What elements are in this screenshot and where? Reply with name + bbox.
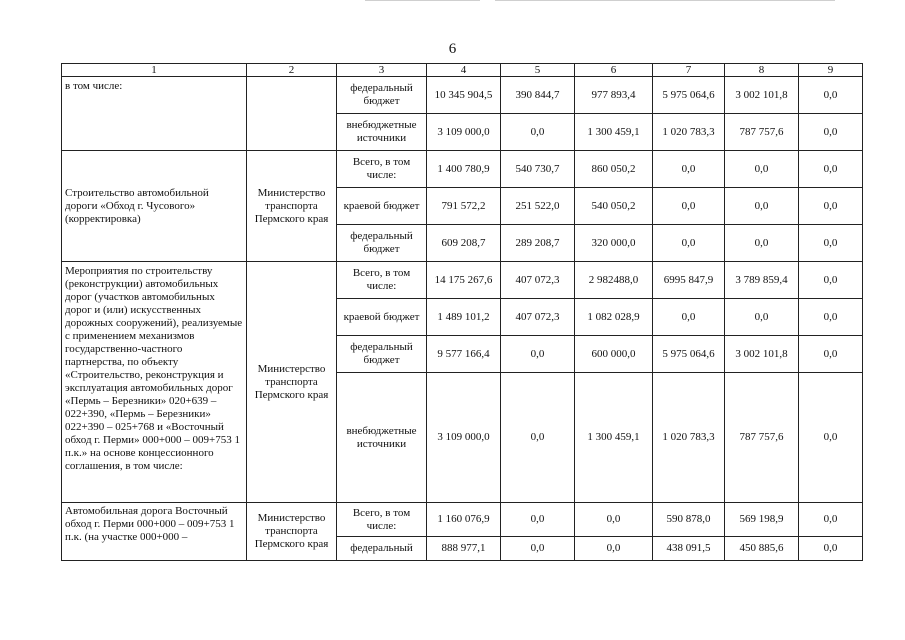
value-cell: 0,0 xyxy=(799,77,863,114)
responsible-cell: Министерство транспорта Пермского края xyxy=(247,503,337,561)
value-cell: 438 091,5 xyxy=(653,537,725,561)
responsible-cell: Министерство транспорта Пермского края xyxy=(247,151,337,262)
value-cell: 600 000,0 xyxy=(575,336,653,373)
column-number-row xyxy=(62,64,863,77)
object-name-cell: Автомобильная дорога Восточный обход г. Перми 000+000 – 009+753 1 п.к. (на участке 000+000 – xyxy=(62,503,247,561)
funding-source-cell: федеральный бюджет xyxy=(337,77,427,114)
value-cell: 289 208,7 xyxy=(501,225,575,262)
value-cell: 1 300 459,1 xyxy=(575,114,653,151)
value-cell: 0,0 xyxy=(725,188,799,225)
column-header: 5 xyxy=(501,64,575,77)
budget-table xyxy=(61,63,863,561)
funding-source-cell: краевой бюджет xyxy=(337,299,427,336)
value-cell: 0,0 xyxy=(501,373,575,503)
value-cell: 1 489 101,2 xyxy=(427,299,501,336)
funding-source-cell: Всего, в том числе: xyxy=(337,151,427,188)
value-cell: 569 198,9 xyxy=(725,503,799,537)
value-cell: 1 020 783,3 xyxy=(653,373,725,503)
value-cell: 390 844,7 xyxy=(501,77,575,114)
value-cell: 5 975 064,6 xyxy=(653,336,725,373)
table-row xyxy=(62,262,863,299)
value-cell: 0,0 xyxy=(653,151,725,188)
funding-source-cell: краевой бюджет xyxy=(337,188,427,225)
column-header: 7 xyxy=(653,64,725,77)
value-cell: 977 893,4 xyxy=(575,77,653,114)
value-cell: 0,0 xyxy=(799,151,863,188)
responsible-cell: Министерство транспорта Пермского края xyxy=(247,262,337,503)
value-cell: 251 522,0 xyxy=(501,188,575,225)
value-cell: 860 050,2 xyxy=(575,151,653,188)
object-name-cell: в том числе: xyxy=(62,77,247,151)
value-cell: 0,0 xyxy=(799,114,863,151)
value-cell: 787 757,6 xyxy=(725,373,799,503)
value-cell: 0,0 xyxy=(501,503,575,537)
table-row xyxy=(62,77,863,114)
value-cell: 1 020 783,3 xyxy=(653,114,725,151)
value-cell: 0,0 xyxy=(501,114,575,151)
value-cell: 0,0 xyxy=(501,336,575,373)
column-header: 1 xyxy=(62,64,247,77)
responsible-cell xyxy=(247,77,337,151)
value-cell: 3 109 000,0 xyxy=(427,114,501,151)
scan-edge-line xyxy=(495,0,835,1)
value-cell: 888 977,1 xyxy=(427,537,501,561)
value-cell: 3 789 859,4 xyxy=(725,262,799,299)
object-name-cell: Мероприятия по строительству (реконструкции) автомобильных дорог (участков автомобильных дорог и (или) искусственных дорожных сооружений), реализуемые с применением механизмов государственно-частного партнерства, по объекту «Строительство, реконструкция и эксплуатация автомобильных дорог «Пермь – Березники» 020+639 – 022+390, «Пермь – Березники» 022+390 – 025+768 и «Восточный обход г. Перми» 000+000 – 009+753 1 п.к.» на основе концессионного соглашения, в том числе: xyxy=(62,262,247,503)
funding-source-cell: федеральный xyxy=(337,537,427,561)
value-cell: 0,0 xyxy=(575,537,653,561)
scan-edge-line xyxy=(365,0,480,1)
value-cell: 791 572,2 xyxy=(427,188,501,225)
funding-source-cell: Всего, в том числе: xyxy=(337,262,427,299)
value-cell: 609 208,7 xyxy=(427,225,501,262)
value-cell: 320 000,0 xyxy=(575,225,653,262)
value-cell: 0,0 xyxy=(799,262,863,299)
value-cell: 2 982488,0 xyxy=(575,262,653,299)
value-cell: 1 082 028,9 xyxy=(575,299,653,336)
column-header: 8 xyxy=(725,64,799,77)
column-header: 3 xyxy=(337,64,427,77)
funding-source-cell: Всего, в том числе: xyxy=(337,503,427,537)
value-cell: 0,0 xyxy=(575,503,653,537)
value-cell: 1 300 459,1 xyxy=(575,373,653,503)
column-header: 2 xyxy=(247,64,337,77)
value-cell: 0,0 xyxy=(799,537,863,561)
value-cell: 787 757,6 xyxy=(725,114,799,151)
value-cell: 3 002 101,8 xyxy=(725,77,799,114)
value-cell: 450 885,6 xyxy=(725,537,799,561)
column-header: 9 xyxy=(799,64,863,77)
table-row xyxy=(62,503,863,537)
value-cell: 1 400 780,9 xyxy=(427,151,501,188)
table-row xyxy=(62,151,863,188)
value-cell: 540 730,7 xyxy=(501,151,575,188)
value-cell: 0,0 xyxy=(725,225,799,262)
value-cell: 0,0 xyxy=(799,188,863,225)
value-cell: 1 160 076,9 xyxy=(427,503,501,537)
value-cell: 0,0 xyxy=(799,336,863,373)
funding-source-cell: внебюджетные источники xyxy=(337,114,427,151)
value-cell: 407 072,3 xyxy=(501,299,575,336)
funding-source-cell: федеральный бюджет xyxy=(337,225,427,262)
value-cell: 0,0 xyxy=(725,151,799,188)
value-cell: 590 878,0 xyxy=(653,503,725,537)
value-cell: 0,0 xyxy=(653,225,725,262)
value-cell: 10 345 904,5 xyxy=(427,77,501,114)
column-header: 4 xyxy=(427,64,501,77)
funding-source-cell: федеральный бюджет xyxy=(337,336,427,373)
value-cell: 540 050,2 xyxy=(575,188,653,225)
value-cell: 0,0 xyxy=(799,299,863,336)
value-cell: 9 577 166,4 xyxy=(427,336,501,373)
page-number: 6 xyxy=(448,41,457,57)
funding-source-cell: внебюджетные источники xyxy=(337,373,427,503)
value-cell: 407 072,3 xyxy=(501,262,575,299)
value-cell: 3 109 000,0 xyxy=(427,373,501,503)
value-cell: 3 002 101,8 xyxy=(725,336,799,373)
value-cell: 0,0 xyxy=(799,503,863,537)
column-header: 6 xyxy=(575,64,653,77)
value-cell: 0,0 xyxy=(725,299,799,336)
value-cell: 0,0 xyxy=(799,225,863,262)
value-cell: 0,0 xyxy=(653,299,725,336)
value-cell: 0,0 xyxy=(501,537,575,561)
value-cell: 14 175 267,6 xyxy=(427,262,501,299)
value-cell: 0,0 xyxy=(799,373,863,503)
value-cell: 5 975 064,6 xyxy=(653,77,725,114)
object-name-cell: Строительство автомобильной дороги «Обход г. Чусового» (корректировка) xyxy=(62,151,247,262)
value-cell: 0,0 xyxy=(653,188,725,225)
value-cell: 6995 847,9 xyxy=(653,262,725,299)
